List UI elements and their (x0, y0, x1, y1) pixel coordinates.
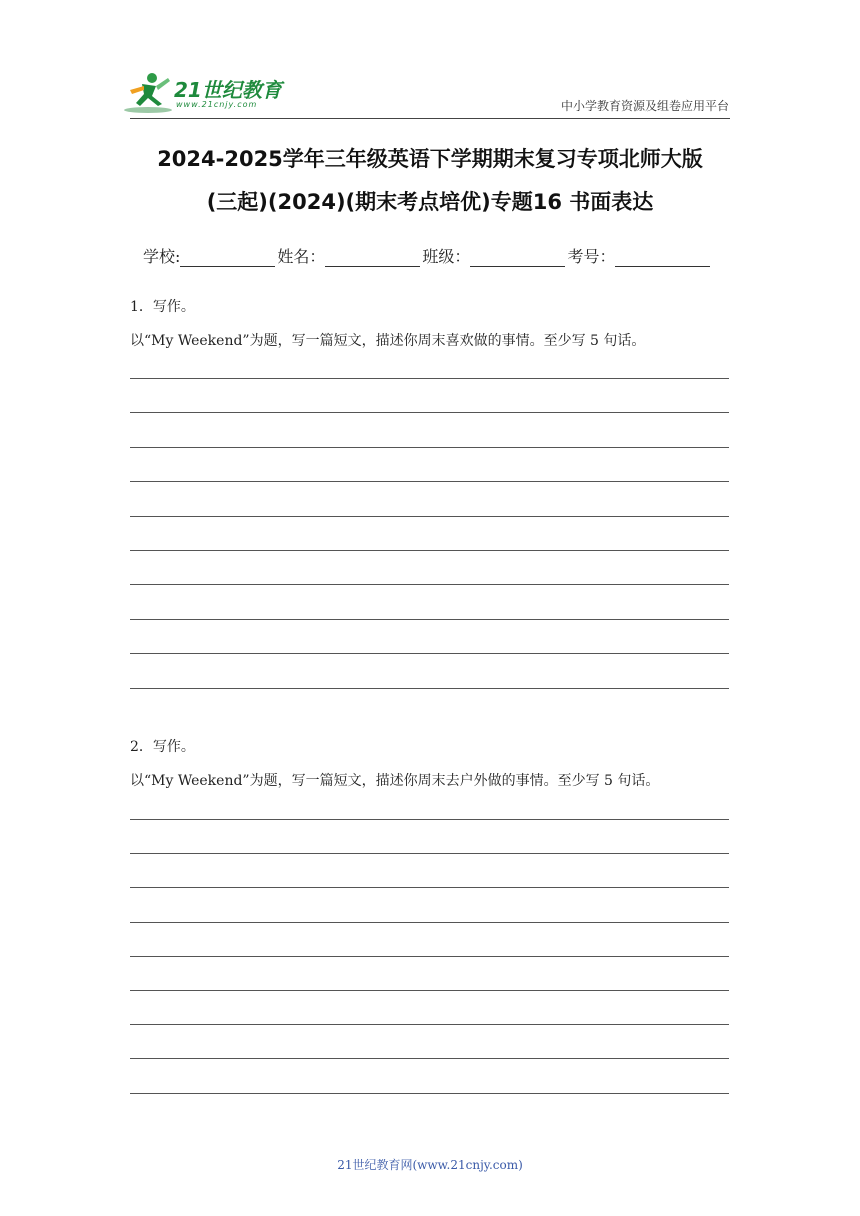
class-label: 班级： (422, 247, 471, 266)
question-2-prompt: 以“My Weekend”为题，写一篇短文，描述你周末去户外做的事情。至少写 5 句话。 (130, 773, 660, 789)
answer-line[interactable] (130, 990, 729, 991)
answer-line[interactable] (130, 378, 729, 379)
answer-line[interactable] (130, 516, 729, 517)
footer-source: 21世纪教育网(www.21cnjy.com) (337, 1158, 523, 1172)
student-info-row (143, 244, 712, 267)
name-blank[interactable] (325, 248, 420, 267)
answer-line[interactable] (130, 619, 729, 620)
answer-line[interactable] (130, 688, 729, 689)
header-divider (130, 118, 730, 119)
answer-line[interactable] (130, 1024, 729, 1025)
question-1-number: 1．写作。 (130, 299, 195, 315)
answer-line[interactable] (130, 584, 729, 585)
answer-line[interactable] (130, 550, 729, 551)
answer-line[interactable] (130, 922, 729, 923)
answer-line[interactable] (130, 653, 729, 654)
question-2-number: 2．写作。 (130, 739, 195, 755)
platform-name: 中小学教育资源及组卷应用平台 (560, 99, 729, 113)
class-blank[interactable] (470, 248, 565, 267)
site-logo (122, 70, 292, 116)
answer-line[interactable] (130, 412, 729, 413)
school-label: 学校: (143, 247, 181, 266)
document-title-line-1: 2024-2025学年三年级英语下学期期末复习专项北师大版 (157, 147, 703, 171)
answer-line[interactable] (130, 956, 729, 957)
name-label: 姓名： (277, 247, 326, 266)
school-blank[interactable] (180, 248, 275, 267)
answer-line[interactable] (130, 887, 729, 888)
answer-line[interactable] (130, 447, 729, 448)
runner-logo-icon (122, 70, 176, 116)
question-1-prompt: 以“My Weekend”为题，写一篇短文，描述你周末喜欢做的事情。至少写 5 句话。 (130, 333, 646, 349)
answer-line[interactable] (130, 853, 729, 854)
answer-line[interactable] (130, 819, 729, 820)
document-title-line-2: (三起)(2024)(期末考点培优)专题16 书面表达 (206, 190, 654, 214)
logo-url: www.21cnjy.com (176, 100, 258, 109)
logo-text: 21世纪教育 (174, 78, 282, 102)
answer-line[interactable] (130, 481, 729, 482)
exam-number-label: 考号： (567, 247, 616, 266)
exam-number-blank[interactable] (615, 248, 710, 267)
answer-line[interactable] (130, 1058, 729, 1059)
answer-line[interactable] (130, 1093, 729, 1094)
